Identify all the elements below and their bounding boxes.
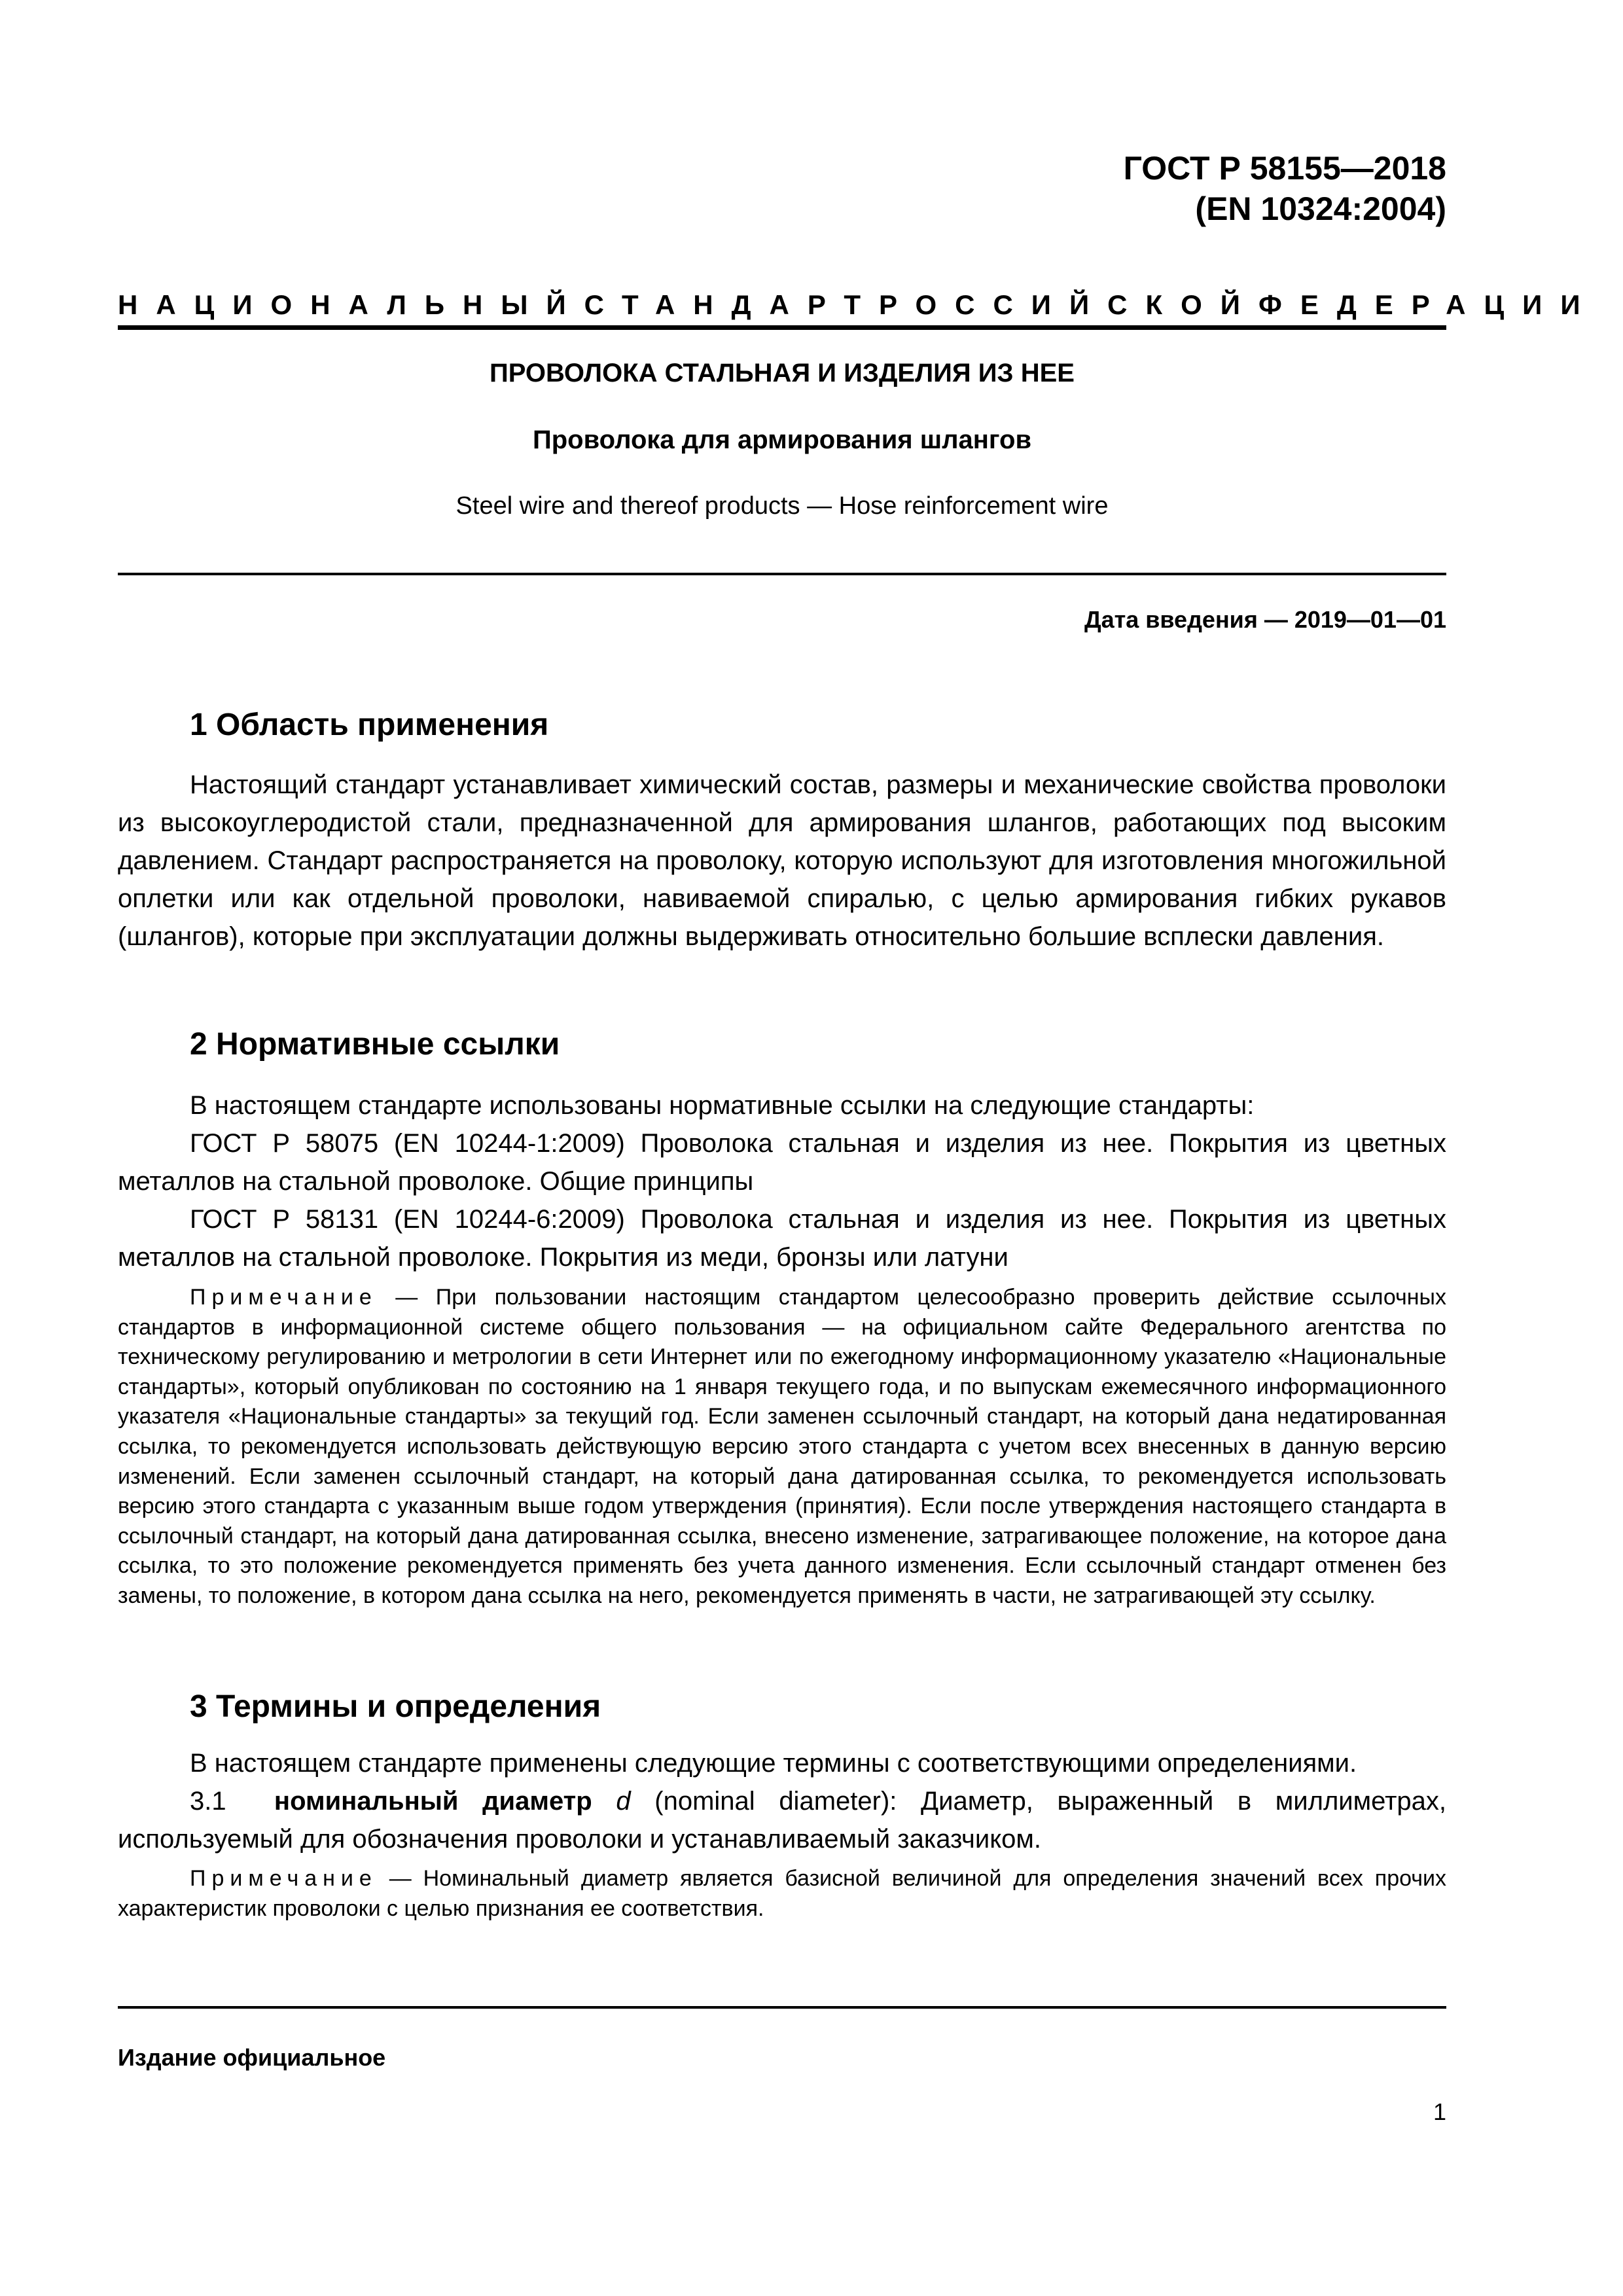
note-label: Примечание [190,1285,378,1310]
header-rule [118,325,1446,330]
standard-equivalent-code: (EN 10324:2004) [1195,190,1446,227]
term-number: 3.1 [190,1787,226,1816]
section-2-note [118,1283,1446,1611]
section-3-note [118,1864,1446,1924]
banner-word: ФЕДЕРАЦИИ [1258,289,1599,320]
term-symbol: d [616,1787,631,1816]
standard-subtitle: Проволока для армирования шлангов [532,425,1032,454]
banner-word: СТАНДАРТ [584,289,879,320]
section-1-heading: 1 Область применения [190,708,549,742]
reference-item: ГОСТ Р 58075 (EN 10244-1:2009) Проволока стальная и изделия из нее. Покрытия из цветных металлов на стальной проволоке. Общие принципы [118,1129,1446,1196]
banner-word: РОССИЙСКОЙ [879,289,1258,320]
term-definition [118,1782,1446,1858]
title-rule [118,573,1446,575]
footer-rule [118,2006,1446,2009]
section-2-heading: 2 Нормативные ссылки [190,1027,560,1062]
standard-title: ПРОВОЛОКА СТАЛЬНАЯ И ИЗДЕЛИЯ ИЗ НЕЕ [490,359,1075,387]
section-3-intro: В настоящем стандарте применены следующие термины с соответствующими определениями. [190,1749,1357,1778]
banner-word: НАЦИОНАЛЬНЫЙ [118,289,584,320]
introduction-date: Дата введения — 2019—01—01 [1084,606,1446,633]
reference-item: ГОСТ Р 58131 (EN 10244-6:2009) Проволока стальная и изделия из нее. Покрытия из цветных металлов на стальной проволоке. Покрытия из меди, бронзы или латуни [118,1205,1446,1272]
section-3-heading: 3 Термины и определения [190,1689,601,1724]
note-label: Примечание [190,1866,378,1891]
section-2-intro: В настоящем стандарте использованы нормативные ссылки на следующие стандарты: [190,1091,1255,1120]
note-text: — При пользовании настоящим стандартом целесообразно проверить действие ссылочных стандартов в информационной системе общего пользования — на официальном сайте Федерального агентства по техническому регулированию и метрологии в сети Интернет или по ежегодному информационному указателю «Национальные стандарты», который опубликован по состоянию на 1 января текущего года, и по выпускам ежемесячного информационного указателя «Национальные стандарты» за текущий год. Если заменен ссылочный стандарт, на который дана недатированная ссылка, то рекомендуется использовать действующую версию этого стандарта с учетом всех внесенных в данную версию изменений. Если заменен ссылочный стандарт, на который дана датированная ссылка, то рекомендуется использовать версию этого стандарта с указанным выше годом утверждения (принятия). Если после утверждения настоящего стандарта в ссылочный стандарт, на который дана датированная ссылка, внесено изменение, затрагивающее положение, на которое дана ссылка, то это положение рекомендуется применять без учета данного изменения. Если ссылочный стандарт отменен без замены, то положение, в котором дана ссылка на него, рекомендуется применять в части, не затрагивающей эту ссылку. [118,1285,1446,1608]
term-text: (nominal diameter): Диаметр, выраженный в миллиметрах, используемый для обозначения проволоки и устанавливаемый заказчиком. [118,1787,1446,1854]
section-1-text: Настоящий стандарт устанавливает химический состав, размеры и механические свойства проволоки из высокоуглеродистой стали, предназначенной для армирования шлангов, работающих под высоким давлением. Стандарт распространяется на проволоку, которую используют для изготовления многожильной оплетки или как отдельной проволоки, навиваемой спиралью, с целью армирования гибких рукавов (шлангов), которые при эксплуатации должны выдерживать относительно большие всплески давления. [118,770,1446,951]
standard-english-title: Steel wire and thereof products — Hose reinforcement wire [455,492,1109,520]
national-standard-banner [118,288,1599,322]
standard-code: ГОСТ Р 58155—2018 [1123,150,1446,187]
note-text: — Номинальный диаметр является базисной величиной для определения значений всех прочих характеристик проволоки с целью признания ее соответствия. [118,1866,1446,1921]
official-edition-label: Издание официальное [118,2044,386,2071]
term-name: номинальный диаметр [274,1787,592,1816]
page-number: 1 [1433,2098,1446,2125]
